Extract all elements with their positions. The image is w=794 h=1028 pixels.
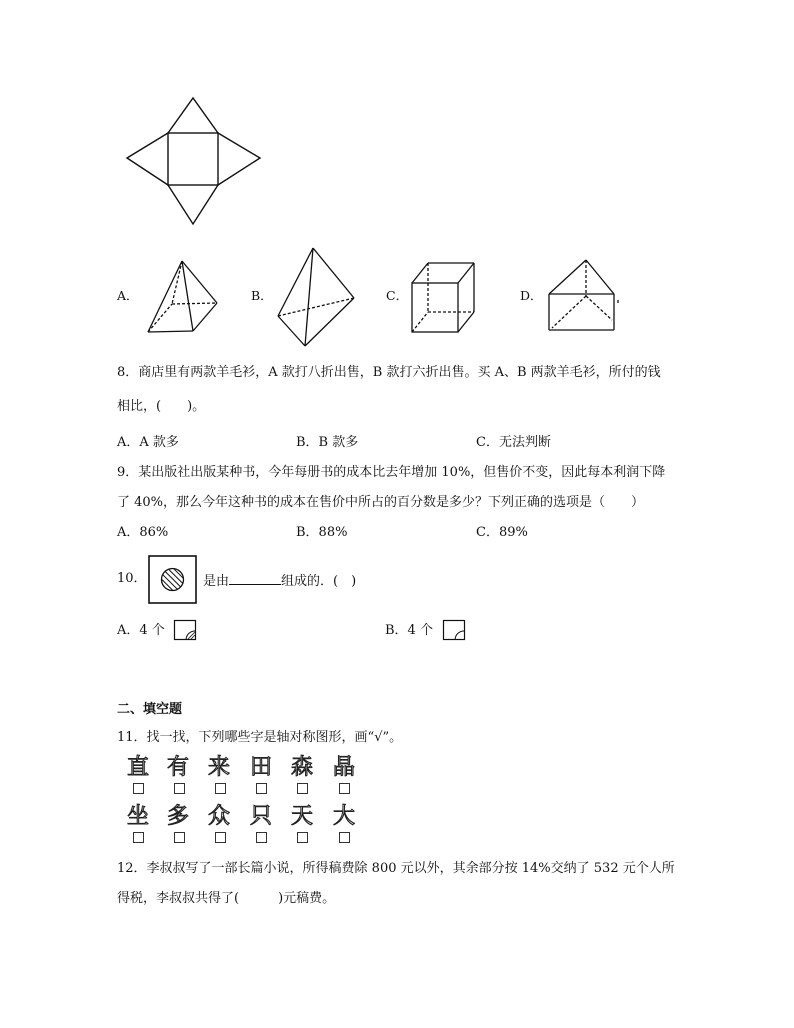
answer-checkbox[interactable] <box>339 783 350 794</box>
q9-option-b[interactable]: B．88% <box>296 525 348 540</box>
answer-checkbox[interactable] <box>339 832 350 843</box>
answer-checkbox[interactable] <box>133 783 144 794</box>
q10-text-after: 组成的．( ) <box>281 574 357 589</box>
q7-option-b[interactable]: B． <box>251 288 273 303</box>
q10-text-before: 是由 <box>203 574 230 589</box>
outline-character: 天 <box>291 804 314 829</box>
answer-checkbox[interactable] <box>133 832 144 843</box>
outline-character: 田 <box>250 755 273 780</box>
q10-number: 10． <box>117 571 147 586</box>
outline-character: 只 <box>250 804 273 829</box>
outline-character: 直 <box>127 755 150 780</box>
outline-character: 晶 <box>333 755 356 780</box>
outline-character: 大 <box>333 804 356 829</box>
q10-question-text <box>203 570 356 591</box>
q8-option-b[interactable]: B．B 款多 <box>296 435 359 450</box>
answer-checkbox[interactable] <box>215 783 226 794</box>
outline-character: 多 <box>167 804 190 829</box>
answer-checkbox[interactable] <box>297 832 308 843</box>
q9-option-c[interactable]: C．89% <box>476 525 528 540</box>
q10-answer-blank[interactable] <box>229 570 281 585</box>
q7-option-d[interactable]: D． <box>520 288 543 303</box>
q11-question: 11．找一找，下列哪些字是轴对称图形，画“√”。 <box>117 730 403 745</box>
q12-question-line2: 得税，李叔叔共得了( )元稿费。 <box>117 891 336 906</box>
q7-option-c[interactable]: C． <box>386 288 409 303</box>
q9-question-line1: 9．某出版社出版某种书，今年每册书的成本比去年增加 10%，但售价不变，因此每本利润下降 <box>117 465 666 480</box>
outline-character: 来 <box>208 755 231 780</box>
outline-character: 森 <box>291 755 314 780</box>
q10-option-a[interactable]: A．4 个 <box>117 623 165 638</box>
triangular-prism-figure <box>0 0 794 340</box>
answer-checkbox[interactable] <box>174 783 185 794</box>
hatched-circle-square-figure <box>148 555 198 605</box>
outline-character: 坐 <box>127 804 150 829</box>
quarter-piece-a-figure <box>174 620 198 642</box>
answer-checkbox[interactable] <box>256 832 267 843</box>
answer-checkbox[interactable] <box>256 783 267 794</box>
quarter-piece-b-figure <box>443 620 467 642</box>
answer-checkbox[interactable] <box>215 832 226 843</box>
outline-character: 有 <box>167 755 190 780</box>
q7-option-a[interactable]: A． <box>117 288 139 303</box>
q12-question-line1: 12．李叔叔写了一部长篇小说，所得稿费除 800 元以外，其余部分按 14%交纳了 532 元个人所 <box>117 861 675 876</box>
q10-option-b[interactable]: B．4 个 <box>385 623 433 638</box>
q8-option-c[interactable]: C．无法判断 <box>476 435 551 450</box>
outline-character: 众 <box>208 804 231 829</box>
answer-checkbox[interactable] <box>174 832 185 843</box>
q8-question-line2: 相比，( )。 <box>117 399 206 414</box>
section-title: 二、填空题 <box>117 702 183 717</box>
q9-option-a[interactable]: A．86% <box>117 525 169 540</box>
q8-option-a[interactable]: A．A 款多 <box>117 435 179 450</box>
answer-checkbox[interactable] <box>297 783 308 794</box>
q8-question-line1: 8．商店里有两款羊毛衫，A 款打八折出售，B 款打六折出售。买 A、B 两款羊毛衫，所付的钱 <box>117 365 661 380</box>
q9-question-line2: 了 40%，那么今年这种书的成本在售价中所占的百分数是多少？下列正确的选项是（ ） <box>117 495 645 510</box>
